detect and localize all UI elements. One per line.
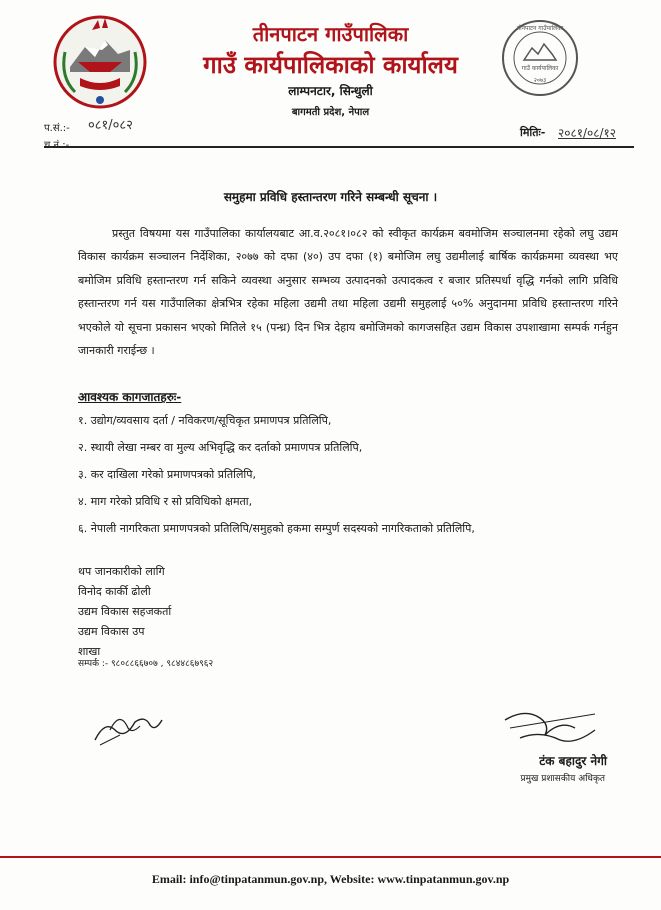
patra-sankhya-value: ०८१/०८२ [88, 118, 133, 133]
address-line-1: लाम्पनटार, सिन्धुली [288, 84, 373, 98]
footer-divider [0, 856, 661, 858]
date-value: २०८१/०८/१२ [558, 126, 617, 140]
list-item: २. स्थायी लेखा नम्बर वा मुल्य अभिवृद्धि कर दर्ताको प्रमाणपत्र प्रतिलिपि, [78, 441, 363, 454]
contact-person-role: उद्यम विकास सहजकर्ता [78, 605, 172, 618]
handwritten-signature-left [90, 700, 170, 750]
notice-body: प्रस्तुत विषयमा यस गाउँपालिका कार्यालयबाट आ.व.२०८१।०८२ को स्वीकृत कार्यक्रम बवमोजिम सञ्चालनमा रहेको लघु उद्यम विकास कार्यक्रम सञ्चालन निर्देशिका, २०७७ को दफा (४०) उप दफा (१) बमोजिम लघु उद्यमीलाई बार्षिक कार्यक्रममा व्यवस्था भए बमोजिम प्रविधि हस्तान्तरण गर्न सकिने व्यवस्था अनुसार सम्भव्य उत्पादनको उत्पादकत्व र बजार प्रतिस्पर्धा वृद्धि गर्नको लागि प्रविधि हस्तान्तरण गर्न यस गाउँपालिका क्षेत्रभित्र रहेका महिला उद्यमी तथा महिला उद्यमी समुहलाई ५०% अनुदानमा प्रविधि हस्तान्तरण गरिने भएकोले यो सूचना प्रकासन भएको मितिले १५ (पन्ध्र) दिन भित्र देहाय बमोजिमको कागजसहित उद्यम विकास उपशाखामा सम्पर्क गर्नहुन जानकारी गराईन्छ । [78, 227, 618, 358]
contact-department-cont: शाखा [78, 645, 101, 658]
list-item: ३. कर दाखिला गरेको प्रमाणपत्रको प्रतिलिपि, [78, 468, 257, 481]
requirements-heading: आवश्यक कागजातहरुः- [78, 390, 182, 404]
contact-phone: सम्पर्क :- ९८०८८६६७०७ , ९८४४८६७९६२ [78, 659, 214, 669]
contact-department: उद्यम विकास उप [78, 625, 145, 638]
requirements-list [78, 412, 618, 547]
address-line-2: बागमती प्रदेश, नेपाल [291, 107, 370, 118]
list-item: ६. नेपाली नागरिकता प्रमाणपत्रको प्रतिलिपि/समुहको हकमा सम्पुर्ण सदस्यको नागरिकताको प्रतिलिपि, [78, 522, 475, 535]
patra-sankhya-label: प.सं.:- [44, 123, 70, 134]
header-divider [44, 146, 634, 148]
municipality-name: तीनपाटन गाउँपालिका [252, 22, 409, 46]
notice-subject: समुहमा प्रविधि हस्तान्तरण गरिने सम्बन्धी सूचना । [223, 190, 438, 204]
chalani-number-label: च.नं.:- [44, 140, 70, 151]
list-item: ४. माग गरेको प्रविधि र सो प्रविधिको क्षमता, [78, 495, 253, 508]
handwritten-signature-right [500, 700, 610, 750]
seal-text-municipality: तीनपाटन गाउँपालिका [516, 25, 564, 32]
seal-text-year: २०७३ [533, 77, 547, 84]
signatory-title: प्रमुख प्रशासकीय अधिकृत [520, 774, 605, 784]
date-label: मितिः- [520, 126, 546, 139]
footer-contact: Email: info@tinpatanmun.gov.np, Website: www.tinpatanmun.gov.np [151, 872, 510, 886]
office-name: गाउँ कार्यपालिकाको कार्यालय [203, 51, 458, 79]
signatory-name: टंक बहादुर नेगी [539, 754, 607, 768]
contact-block [78, 562, 171, 662]
list-item: १. उद्योग/व्यवसाय दर्ता / नविकरण/सूचिकृत प्रमाणपत्र प्रतिलिपि, [78, 414, 332, 427]
contact-person-name: विनोद कार्की ढोली [78, 585, 151, 598]
contact-intro: थप जानकारीको लागि [78, 565, 165, 578]
seal-text-office: गाउँ कार्यपालिका [521, 65, 559, 72]
